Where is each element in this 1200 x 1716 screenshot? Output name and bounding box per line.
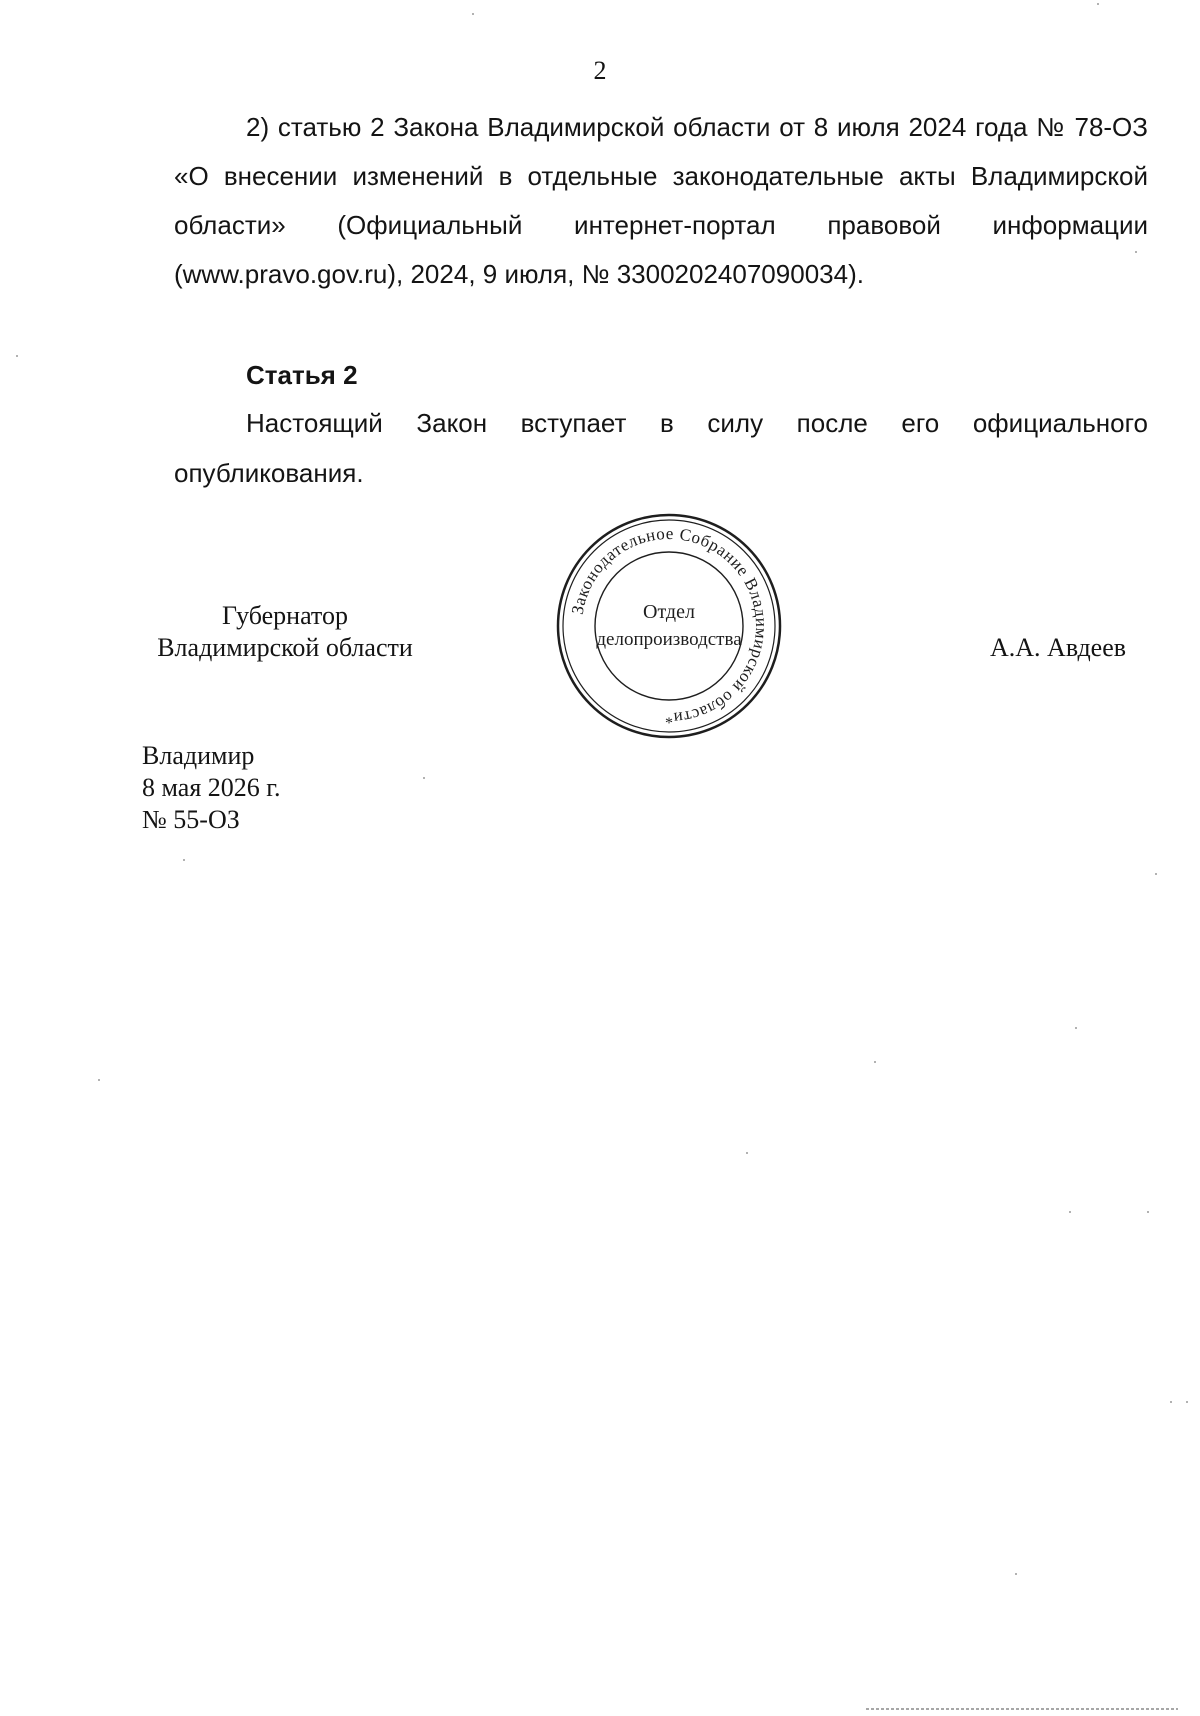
official-stamp (555, 512, 783, 740)
stamp-inner-ring (595, 552, 743, 700)
stamp-outer-ring (558, 515, 780, 737)
governor-title (140, 600, 430, 664)
item-line-1: 2) статью 2 Закона Владимирской области от 8 июля 2024 года № 78-ОЗ (246, 112, 1148, 142)
scan-speck (1075, 1027, 1077, 1029)
city: Владимир (142, 741, 255, 770)
article-line-1: Настоящий Закон вступает в силу после его официального (246, 408, 1148, 438)
stamp-center-line-1: Отдел (643, 601, 695, 623)
scan-speck (1155, 873, 1157, 875)
place-and-date (142, 740, 281, 836)
item-line-3: области» (Официальный интернет-портал правовой информации (174, 210, 1148, 240)
scan-speck (1097, 3, 1099, 5)
scan-speck (16, 355, 18, 357)
governor-title-line-1: Губернатор (222, 601, 348, 630)
scan-speck (1186, 1401, 1188, 1403)
article-line-2: опубликования. (174, 458, 364, 488)
law-number: № 55-ОЗ (142, 805, 240, 834)
scan-speck (1147, 1211, 1149, 1213)
scan-speck (183, 859, 185, 861)
scan-speck (472, 13, 474, 15)
page-number: 2 (593, 56, 607, 85)
article-heading: Статья 2 (246, 360, 358, 390)
governor-name: А.А. Авдеев (990, 633, 1127, 662)
scan-speck (874, 1061, 876, 1063)
item-line-4: (www.pravo.gov.ru), 2024, 9 июля, № 3300202407090034). (174, 259, 864, 289)
stamp-center-line-2: делопроизводства (596, 629, 742, 650)
scan-speck (98, 1079, 100, 1081)
scan-speck (423, 777, 425, 779)
law-date: 8 мая 2026 г. (142, 773, 281, 802)
stamp-ring-text: Законодательное Собрание Владимирской области (567, 523, 772, 728)
scan-speck (1015, 1573, 1017, 1575)
scan-speck (1170, 1401, 1172, 1403)
scan-speck (1135, 251, 1137, 253)
stamp-star: * (665, 715, 673, 732)
scan-speck (746, 1152, 748, 1154)
item-line-2: «О внесении изменений в отдельные законодательные акты Владимирской (174, 161, 1148, 191)
governor-title-line-2: Владимирской области (157, 633, 413, 662)
scan-speck (1069, 1211, 1071, 1213)
